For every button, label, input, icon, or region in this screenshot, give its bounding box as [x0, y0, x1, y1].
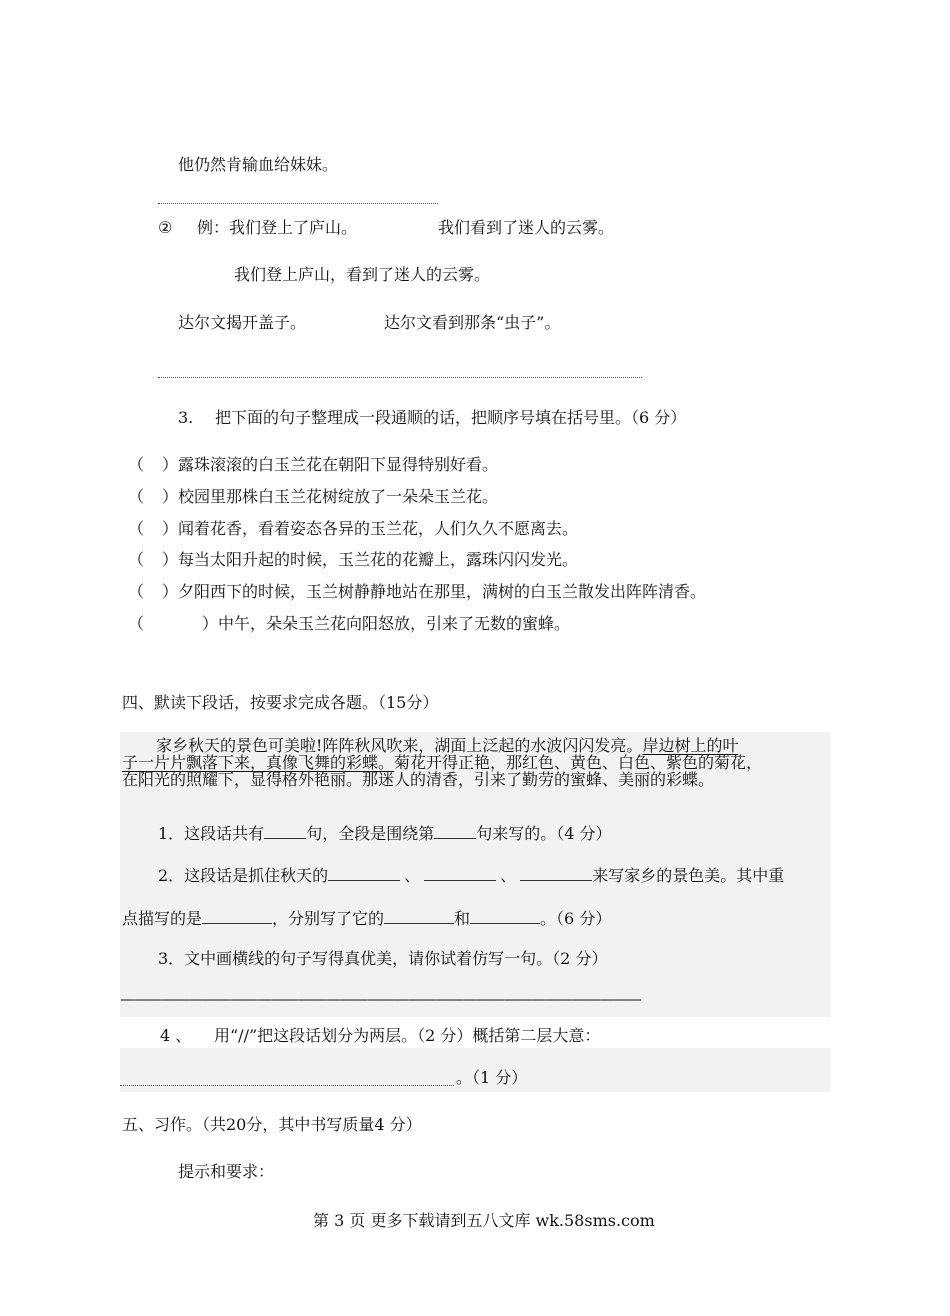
order-item-text: 夕阳西下的时候，玉兰树静静地站在那里，满树的白玉兰散发出阵阵清香。 — [178, 582, 707, 601]
order-item-text: 中午，朵朵玉兰花向阳怒放，引来了无数的蜜蜂。 — [218, 614, 571, 633]
section4-heading: 四、默读下段话，按要求完成各题。（15分） — [122, 693, 439, 712]
question-4-answer-line[interactable] — [120, 1085, 454, 1086]
order-item — [128, 550, 578, 570]
blank-focus[interactable] — [202, 907, 272, 924]
blank-sentence-count[interactable] — [264, 822, 306, 839]
order-item — [128, 582, 706, 602]
blank-scene-1[interactable] — [328, 864, 400, 881]
order-item — [128, 519, 578, 539]
section3-number: 3. — [178, 408, 194, 427]
order-item — [128, 455, 498, 475]
section5-hint: 提示和要求： — [178, 1162, 275, 1181]
question-4-end: 。（1 分） — [456, 1068, 528, 1087]
underlined-sentence: 子一片片飘落下来，真像飞舞的彩蝶。 — [122, 753, 395, 772]
question-2-text: 和 — [454, 909, 471, 928]
sentence-line-1: 他仍然肯输血给妹妹。 — [178, 155, 339, 174]
paren-close: ） — [162, 487, 179, 506]
paren-close: ） — [202, 614, 219, 633]
question-sentence-a: 达尔文揭开盖子。 — [178, 313, 307, 332]
order-item-text: 露珠滚滚的白玉兰花在朝阳下显得特别好看。 — [178, 455, 499, 474]
section3-instruction: 把下面的句子整理成一段通顺的话，把顺序号填在括号里。（6 分） — [215, 408, 687, 427]
order-item — [128, 487, 498, 507]
paren-open: （ — [128, 455, 145, 474]
question-3: 3．文中画横线的句子写得真优美，请你试着仿写一句。（2 分） — [158, 949, 608, 968]
blank-scene-2[interactable] — [424, 864, 496, 881]
paren-close: ） — [162, 550, 179, 569]
question-1-text: 句，全段是围绕第 — [306, 824, 435, 843]
order-item-text: 每当太阳升起的时候，玉兰花的花瓣上，露珠闪闪发光。 — [178, 550, 579, 569]
question-2-text: 2．这段话是抓住秋天的 — [158, 866, 329, 885]
paren-close: ） — [162, 455, 179, 474]
question-1-text: 1．这段话共有 — [158, 824, 265, 843]
question-4-number: 4 、 — [160, 1026, 192, 1045]
question-2-sep: 、 — [404, 866, 421, 885]
example-answer: 我们登上庐山，看到了迷人的云雾。 — [234, 265, 491, 284]
blank-aspect-1[interactable] — [384, 907, 454, 924]
order-item-text: 闻着花香，看着姿态各异的玉兰花，人们久久不愿离去。 — [178, 519, 579, 538]
answer-line-1[interactable] — [158, 203, 438, 204]
paren-open: （ — [128, 487, 145, 506]
passage-text: 菊花开得正艳，那红色、黄色、白色、紫色的菊花， — [394, 753, 763, 772]
example-sentence-a: 例：我们登上了庐山。 — [197, 218, 358, 237]
question-2-line-1 — [158, 864, 784, 886]
paren-close: ） — [162, 519, 179, 538]
section5-heading: 五、习作。（共20分，其中书写质量4 分） — [122, 1115, 422, 1134]
question-2-text: 点描写的是 — [122, 909, 203, 928]
question-1 — [158, 822, 611, 844]
paren-open: （ — [128, 614, 145, 633]
example-sentence-b: 我们看到了迷人的云雾。 — [438, 218, 615, 237]
passage-text: 家乡秋天的景色可美啦!阵阵秋风吹来，湖面上泛起的水波闪闪发亮。 — [156, 736, 643, 755]
order-item-text: 校园里那株白玉兰花树绽放了一朵朵玉兰花。 — [178, 487, 499, 506]
answer-line-2[interactable] — [158, 377, 642, 378]
question-2-line-2 — [122, 907, 611, 929]
order-item — [128, 614, 570, 634]
blank-central-sentence[interactable] — [434, 822, 476, 839]
question-3-answer-line[interactable]: —————————————————————————————————————— — [120, 990, 641, 1008]
paren-open: （ — [128, 550, 145, 569]
question-2-sep: 、 — [500, 866, 517, 885]
question-4: 用“//”把这段话划分为两层。（2 分）概括第二层大意： — [214, 1026, 601, 1045]
blank-aspect-2[interactable] — [470, 907, 540, 924]
paren-open: （ — [128, 519, 145, 538]
paren-close: ） — [162, 582, 179, 601]
paren-open: （ — [128, 582, 145, 601]
question-2-text: 。（6 分） — [540, 909, 612, 928]
page-footer: 第 3 页 更多下载请到五八文库 wk.58sms.com — [313, 1211, 655, 1230]
example-number: ② — [158, 218, 173, 237]
question-2-text: ，分别写了它的 — [272, 909, 385, 928]
underlined-sentence: 岸边树上的叶 — [642, 736, 739, 755]
question-sentence-b: 达尔文看到那条“虫子”。 — [384, 313, 561, 332]
blank-scene-3[interactable] — [520, 864, 592, 881]
passage-line-3: 在阳光的照耀下，显得格外艳丽。那迷人的清香，引来了勤劳的蜜蜂、美丽的彩蝶。 — [122, 770, 715, 789]
question-2-text: 来写家乡的景色美。其中重 — [592, 866, 785, 885]
question-1-text: 句来写的。（4 分） — [476, 824, 612, 843]
